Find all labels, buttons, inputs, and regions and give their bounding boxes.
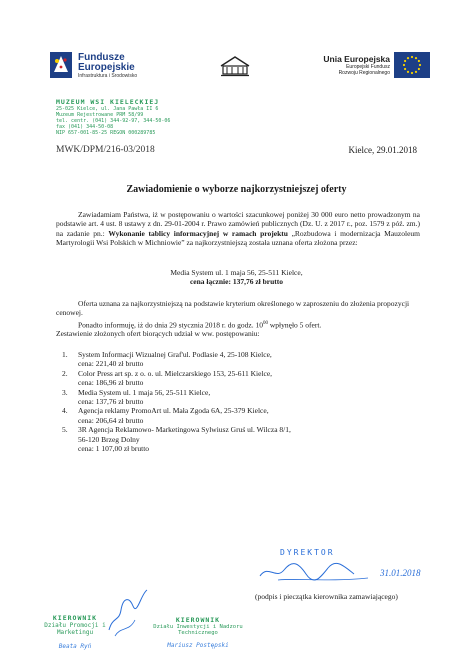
kierownik-stamp-department: Działu Promocji i Marketingu (44, 622, 106, 636)
offer-price: cena: 1 107,00 zł brutto (78, 444, 150, 454)
offers-count-text-2: wpłynęło 5 ofert. (267, 320, 322, 330)
stamp-line: tel. centr. (041) 344-92-97, 344-50-06 (56, 118, 171, 124)
offer-item (62, 369, 422, 388)
unia-europejska-logo (300, 52, 430, 82)
offer-number: 4. (62, 406, 68, 416)
winning-offer-price: cena łącznie: 137,76 zł brutto (189, 277, 284, 287)
offer-company: Agencja reklamy PromoArt ul. Mała Zgoda 6A, 25-379 Kielce, (78, 406, 269, 416)
offer-price: cena: 186,96 zł brutto (78, 378, 144, 388)
offer-company: 3R Agencja Reklamowo- Marketingowa Sylwiusz Gruś ul. Wilcza 8/1, (78, 425, 291, 435)
offers-count-sup: 00 (262, 321, 268, 326)
fundusze-europejskie-icon (50, 52, 72, 78)
paragraph-intro-bold: Wykonanie tablicy informacyjnej w ramach projektu (108, 228, 288, 238)
offer-item (62, 425, 422, 453)
fe-logo-subtitle: Infrastruktura i Środowisko (78, 73, 138, 79)
kierownik-stamp-name: Mariusz Postępski (167, 642, 229, 649)
offer-company-line2: 56-120 Brzeg Dolny (78, 434, 140, 444)
reference-number: MWK/DPM/216-03/2018 (56, 145, 155, 155)
stamp-line: 25-025 Kielce, ul. Jana Pawła II 6 (56, 106, 159, 112)
kierownik-stamp-department: Działu Inwestycji i Nadzoru Technicznego (153, 624, 243, 636)
offer-item (62, 350, 422, 369)
kierownik-stamp-title: KIEROWNIK (52, 614, 98, 622)
eu-flag-icon (394, 52, 430, 78)
kierownik-stamp-promotion (35, 614, 115, 650)
stamp-line: fax (041) 344-50-08 (56, 124, 114, 130)
director-stamp-title: DYREKTOR (280, 548, 335, 557)
kierownik-stamp-investment (148, 616, 248, 649)
signature-caption: (podpis i pieczątka kierownika zamawiającego) (255, 592, 398, 601)
signature-date: 31.01.2018 (380, 568, 421, 578)
stamp-line: Muzeum Rejestrowane PRM 58/99 (56, 112, 144, 118)
fundusze-europejskie-logo (50, 52, 190, 80)
paragraph-summary: Zestawienie złożonych ofert biorących udział w ww. postępowaniu: (56, 329, 260, 338)
ue-logo-sub-1: Europejski Fundusz (346, 64, 390, 70)
paragraph-intro-text-1: Zawiadamiam Państwa, iż w postępowaniu o wartości szacunkowej poniżej 30 000 euro netto prowadzonym na podstawie art. 4 ust. 8 ustawy z dn. 29-01-2004 r. Prawo zamówień publicznych (Dz. U. z 2017 r., poz. 1579 z póź. zm.) na zadanie pn.: (56, 210, 420, 238)
offer-number: 1. (62, 350, 68, 359)
offer-price: cena: 206,64 zł brutto (78, 415, 144, 425)
offer-number: 2. (62, 368, 68, 378)
kierownik-stamp-title: KIEROWNIK (175, 616, 221, 624)
offer-item (62, 406, 422, 425)
place-date: Kielce, 29.01.2018 (348, 145, 417, 155)
paragraph-intro (56, 210, 420, 248)
offers-list (62, 350, 422, 453)
offer-price: cena: 137,76 zł brutto (78, 397, 144, 407)
offer-number: 5. (62, 425, 68, 435)
kierownik-stamp-name: Beata Ryń (58, 643, 92, 650)
winning-offer-line: Media System ul. 1 maja 56, 25-511 Kielce, (170, 268, 303, 277)
fe-logo-title-2: Europejskie (78, 62, 135, 73)
paragraph-intro-text-2: „Rozbudowa i modernizacja Mauzoleum Martyrologii Wsi Polskich w Michniowie” za najkorzystniejszą została uznana oferta złożona przez: (56, 228, 420, 248)
offer-price: cena: 221,40 zł brutto (78, 359, 144, 369)
winning-offer (0, 268, 473, 287)
fe-logo-title-1: Fundusze (78, 52, 125, 63)
paragraph-criterion: Oferta uznana za najkorzystniejszą na podstawie kryterium określonego w zaproszeniu do złożenia propozycji cenowej. (56, 299, 410, 318)
stamp-line: MUZEUM WSI KIELECKIEJ (56, 98, 160, 106)
ue-logo-title: Unia Europejska (323, 54, 390, 64)
director-signature (258, 556, 428, 586)
offer-company: System Informacji Wizualnej Graf'ul. Podlasie 4, 25-108 Kielce, (78, 350, 272, 359)
ue-logo-sub-2: Rozwoju Regionalnego (338, 70, 390, 76)
offer-number: 3. (62, 387, 68, 397)
document-heading: Zawiadomienie o wyborze najkorzystniejszej oferty (126, 184, 347, 195)
offer-item (62, 388, 422, 407)
museum-stamp (56, 98, 176, 136)
offers-count-text-1: Ponadto informuję, iż do dnia 29 stycznia 2018 r. do godz. 10 (78, 320, 263, 330)
offer-company: Media System ul. 1 maja 56, 25-511 Kielce, (78, 387, 211, 397)
museum-emblem-icon (218, 55, 252, 77)
stamp-line: NIP 657-001-85-25 REGON 000289785 (56, 130, 156, 136)
offer-company: Color Press art sp. z o. o. ul. Mielczarskiego 153, 25-611 Kielce, (78, 368, 273, 378)
